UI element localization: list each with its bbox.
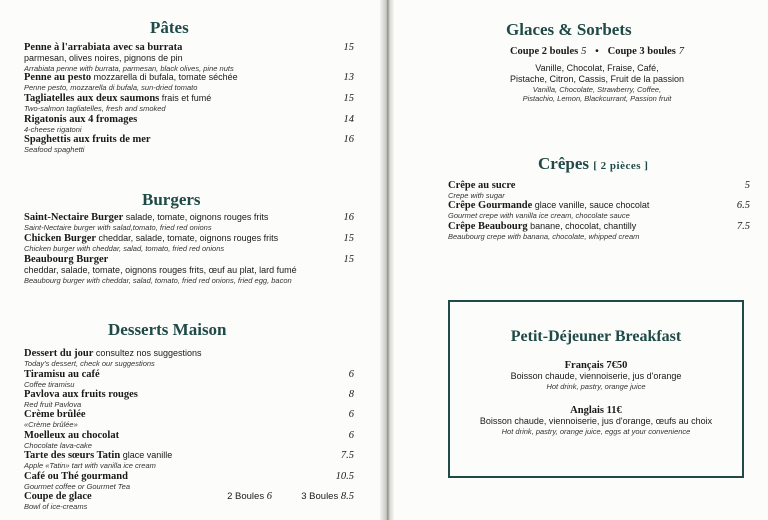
coupe-prices [227, 491, 354, 502]
three-bowls-price: 8.5 [340, 491, 354, 502]
francais-fr: Boisson chaude, viennoiserie, jus d'orange [510, 371, 682, 381]
item-price: 16 [343, 134, 354, 145]
item-price: 15 [343, 93, 354, 104]
menu-item [24, 491, 354, 511]
item-desc: glace vanille [120, 450, 173, 460]
item-english: Chicken burger with cheddar, salad, tomato, fried red onions [24, 244, 225, 253]
item-name: Crème brûlée [24, 409, 86, 420]
item-english: Beaubourg burger with cheddar, salad, tomato, fried red onions, fried egg, bacon [24, 276, 292, 285]
item-english: Penne pesto, mozzarella di bufala, sun-dried tomato [24, 83, 198, 92]
item-name: Penne au pesto [24, 72, 92, 83]
flavors-en-2: Pistachio, Lemon, Blackcurrant, Passion fruit [522, 94, 672, 103]
item-english: Gourmet crepe with vanilla ice cream, chocolate sauce [448, 211, 630, 220]
flavors-en-1: Vanilla, Chocolate, Strawberry, Coffee, [532, 85, 662, 94]
item-english: Gourmet coffee or Gourmet Tea [24, 482, 131, 491]
item-name: Beaubourg Burger [24, 254, 109, 265]
right-page [392, 0, 768, 520]
item-english: Seafood spaghetti [24, 145, 85, 154]
item-price: 15 [343, 254, 354, 265]
menu-item [24, 233, 354, 253]
menu-item [24, 134, 354, 154]
item-price: 6 [348, 369, 354, 380]
item-english: Beaubourg crepe with banana, chocolate, whipped cream [448, 232, 640, 241]
menu-item [24, 254, 354, 285]
item-name: Dessert du jour [24, 348, 94, 359]
item-desc: parmesan, olives noires, pignons de pin [24, 53, 183, 63]
item-name: Tiramisu au café [24, 369, 100, 380]
item-name: Rigatonis aux 4 fromages [24, 114, 138, 125]
item-name: Moelleux au chocolat [24, 430, 120, 441]
menu-item [448, 221, 750, 241]
anglais-title: Anglais 11€ [570, 405, 622, 416]
item-price: 7.5 [340, 450, 354, 461]
item-desc: consultez nos suggestions [93, 348, 202, 358]
item-price: 6 [348, 430, 354, 441]
coupe-3-price: 7 [678, 46, 685, 57]
menu-item [24, 430, 354, 450]
glaces-title: Glaces & Sorbets [506, 20, 632, 39]
item-english: Today's dessert, check our suggestions [24, 359, 155, 368]
anglais-fr: Boisson chaude, viennoiserie, jus d'orange, œufs au choix [479, 416, 713, 426]
item-name: Coupe de glace [24, 491, 92, 502]
menu-item [24, 409, 354, 429]
coupe-2-label: Coupe 2 boules [509, 46, 579, 57]
item-desc: cheddar, salade, tomate, oignons rouges frits, œuf au plat, lard fumé [24, 265, 297, 275]
item-price: 13 [343, 72, 354, 83]
menu-item [24, 72, 354, 92]
menu-item [24, 212, 354, 232]
menu-item [24, 348, 354, 368]
item-name: Café ou Thé gourmand [24, 471, 128, 482]
item-english: Apple «Tatin» tart with vanilla ice cream [24, 461, 156, 470]
item-english: Crepe with sugar [448, 191, 505, 200]
pates-title: Pâtes [150, 18, 189, 37]
item-name: Penne à l'arrabiata avec sa burrata [24, 42, 183, 53]
menu-item [24, 471, 354, 491]
item-desc: banane, chocolat, chantilly [527, 221, 637, 231]
item-english: Bowl of ice-creams [24, 502, 88, 511]
menu-item [24, 369, 354, 389]
item-english: Saint-Nectaire burger with salad,tomato, fried red onions [24, 223, 212, 232]
item-name: Pavlova aux fruits rouges [24, 389, 138, 400]
item-desc: mozzarella di bufala, tomate séchée [91, 72, 238, 82]
item-price: 10.5 [335, 471, 354, 482]
anglais-block [450, 405, 742, 436]
item-price: 5 [744, 180, 750, 191]
item-english: Two-salmon tagliatelles, fresh and smoked [24, 104, 166, 113]
menu-item [24, 93, 354, 113]
item-english: 4-cheese rigatoni [24, 125, 82, 134]
item-name: Crêpe Beaubourg [448, 221, 528, 232]
two-bowls-price: 6 [266, 491, 272, 502]
menu-item [448, 200, 750, 220]
item-price: 15 [343, 233, 354, 244]
item-name: Spaghettis aux fruits de mer [24, 134, 151, 145]
item-english: Coffee tiramisu [24, 380, 75, 389]
item-english: «Crème brûlée» [24, 420, 78, 429]
crepes-subtitle: [ 2 pièces ] [593, 160, 649, 172]
item-price: 7.5 [736, 221, 750, 232]
flavors-fr-2: Pistache, Citron, Cassis, Fruit de la passion [509, 74, 685, 84]
menu-item [24, 42, 354, 73]
item-price: 6.5 [736, 200, 750, 211]
menu-item [24, 450, 354, 470]
desserts-title: Desserts Maison [108, 320, 227, 339]
breakfast-title: Petit-Déjeuner Breakfast [510, 328, 682, 345]
menu-item [24, 389, 354, 409]
item-name: Tagliatelles aux deux saumons [24, 93, 160, 104]
breakfast-box [448, 300, 744, 478]
item-price: 14 [343, 114, 354, 125]
item-english: Chocolate lava-cake [24, 441, 92, 450]
three-bowls-label: 3 Boules [301, 491, 339, 502]
item-name: Crêpe Gourmande [448, 200, 533, 211]
item-name: Crêpe au sucre [448, 180, 516, 191]
item-desc: frais et fumé [159, 93, 212, 103]
item-price: 8 [348, 389, 354, 400]
anglais-en: Hot drink, pastry, orange juice, eggs at your convenience [501, 427, 691, 436]
item-price: 15 [343, 42, 354, 53]
item-english: Arrabiata penne with burrata, parmesan, black olives, pine nuts [24, 64, 234, 73]
francais-title: Français 7€50 [564, 360, 628, 371]
item-desc: glace vanille, sauce chocolat [532, 200, 650, 210]
item-name: Chicken Burger [24, 233, 97, 244]
item-price: 16 [343, 212, 354, 223]
item-desc: salade, tomate, oignons rouges frits [123, 212, 269, 222]
crepes-title [538, 154, 648, 174]
crepes-title-text: Crêpes [538, 154, 589, 173]
burgers-title: Burgers [142, 190, 201, 209]
francais-en: Hot drink, pastry, orange juice [546, 382, 646, 391]
coupe-2-price: 5 [581, 46, 587, 57]
coupe-3-label: Coupe 3 boules [607, 46, 676, 57]
flavors-fr-1: Vanille, Chocolat, Fraise, Café, [535, 63, 659, 73]
item-name: Tarte des sœurs Tatin [24, 450, 121, 461]
bullet: • [595, 45, 599, 57]
item-price: 6 [348, 409, 354, 420]
menu-item [24, 114, 354, 134]
glaces-block [432, 46, 762, 103]
item-english: Red fruit Pavlova [24, 400, 82, 409]
two-bowls-label: 2 Boules [227, 491, 265, 502]
item-name: Saint-Nectaire Burger [24, 212, 124, 223]
menu-item [448, 180, 750, 200]
item-desc: cheddar, salade, tomate, oignons rouges frits [96, 233, 279, 243]
francais-block [450, 360, 742, 391]
